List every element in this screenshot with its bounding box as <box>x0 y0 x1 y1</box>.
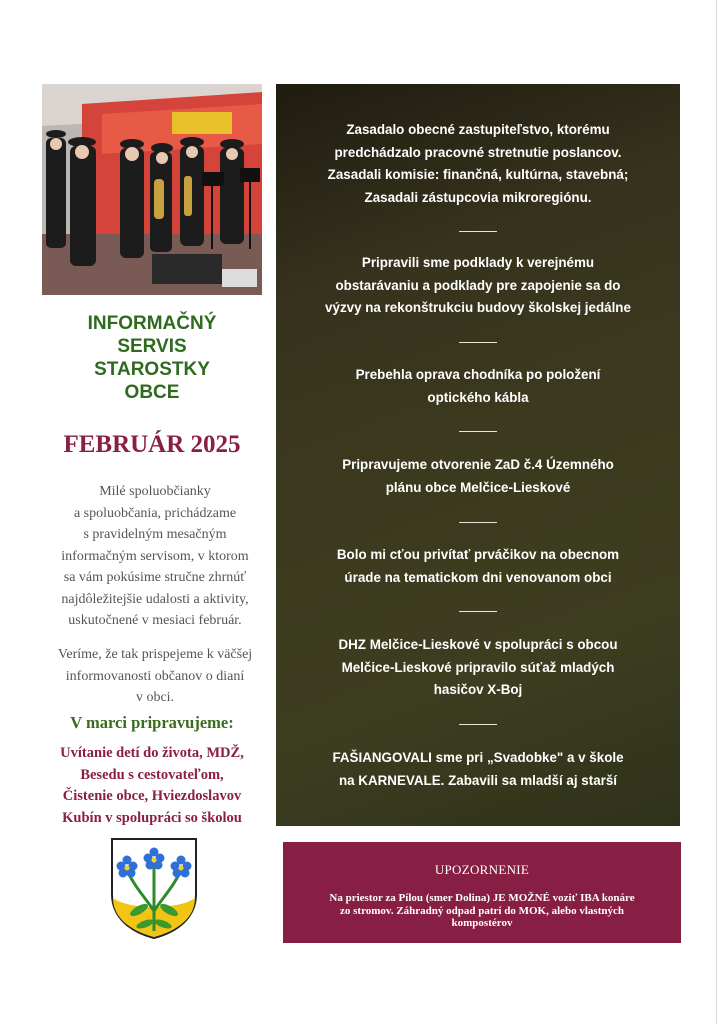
page-title <box>36 312 268 404</box>
news-line: Melčice-Lieskové pripravilo súťaž mladých <box>341 659 615 675</box>
title-line: SERVIS <box>117 336 187 357</box>
month-heading: FEBRUÁR 2025 <box>63 431 241 458</box>
news-line: na KARNEVALE. Zabavili sa mladší aj starší <box>338 772 618 788</box>
title-line: OBCE <box>124 382 180 403</box>
march-line: Uvítanie detí do života, MDŽ, <box>60 745 244 761</box>
news-item <box>290 747 666 792</box>
intro-line: uskutočnené v mesiaci február. <box>68 613 242 628</box>
intro-line: a spoluobčania, prichádzame <box>73 505 237 521</box>
news-divider <box>459 431 497 432</box>
news-line: Zasadalo obecné zastupiteľstvo, ktorému <box>346 122 610 137</box>
news-line: predchádzalo pracovné stretnutie poslancov. <box>334 144 622 160</box>
news-item <box>290 544 666 589</box>
warning-heading: UPOZORNENIE <box>434 862 530 877</box>
warning-body <box>297 892 667 930</box>
news-line: Bolo mi cťou privítať prváčikov na obecnom <box>336 547 620 562</box>
news-item <box>290 634 666 702</box>
warning-box <box>283 842 681 943</box>
news-line: Pripravujeme otvorenie ZaD č.4 Územného <box>342 457 614 472</box>
news-item <box>290 454 666 499</box>
news-line: úrade na tematickom dni venovanom obci <box>344 569 612 585</box>
news-item <box>290 252 666 320</box>
page-edge <box>716 0 717 1024</box>
news-line: DHZ Melčice-Lieskové v spolupráci s obcou <box>338 637 618 652</box>
intro-paragraph <box>44 481 266 632</box>
news-line: obstarávaniu a podklady pre zapojenie sa do <box>335 277 621 293</box>
closing-line: informovanosti občanov o dianí <box>65 668 245 684</box>
warning-line: Na priestor za Pílou (smer Dolina) JE MOŽNÉ voziť IBA konáre <box>329 892 635 904</box>
coat-of-arms-icon <box>109 836 199 945</box>
closing-paragraph <box>44 644 266 709</box>
intro-line: najdôležitejšie udalosti a aktivity, <box>61 591 249 607</box>
intro-line: informačným servisom, v ktorom <box>61 548 249 564</box>
warning-line: kompostérov <box>451 917 513 929</box>
news-item <box>290 364 666 409</box>
news-panel <box>276 84 680 826</box>
title-line: STAROSTKY <box>94 359 210 380</box>
news-line: Pripravili sme podklady k verejnému <box>361 255 595 270</box>
news-line: plánu obce Melčice-Lieskové <box>385 479 571 495</box>
march-line: Kubín v spolupráci so školou <box>62 809 242 826</box>
news-divider <box>459 724 497 725</box>
news-item <box>290 119 666 209</box>
news-line: Zasadali komisie: finančná, kultúrna, stavebná; <box>327 167 629 182</box>
musicians-photo <box>42 84 262 295</box>
news-divider <box>459 611 497 612</box>
news-divider <box>459 522 497 523</box>
warning-line: zo stromov. Záhradný odpad patrí do MOK, alebo vlastných <box>340 904 624 917</box>
intro-line: s pravidelným mesačným <box>83 527 227 542</box>
news-line: výzvy na rekonštrukciu budovy školskej jedálne <box>325 300 631 315</box>
title-line: INFORMAČNÝ <box>87 313 217 334</box>
news-line: hasičov X-Boj <box>433 682 523 697</box>
intro-line: Milé spoluobčianky <box>99 484 211 499</box>
news-line: optického kábla <box>427 389 529 405</box>
closing-line: v obci. <box>135 690 175 705</box>
news-line: FAŠIANGOVALI sme pri „Svadobke" a v škole <box>332 750 624 765</box>
musicians-photo-illustration <box>42 84 262 295</box>
march-heading: V marci pripravujeme: <box>70 713 234 732</box>
news-divider <box>459 231 497 232</box>
intro-line: sa vám pokúsime stručne zhrnúť <box>63 570 247 585</box>
march-line: Besedu s cestovateľom, <box>80 766 224 783</box>
news-line: Zasadali zástupcovia mikroregiónu. <box>364 189 592 205</box>
news-divider <box>459 342 497 343</box>
closing-line: Veríme, že tak prispejeme k väčšej <box>57 647 253 662</box>
news-line: Prebehla oprava chodníka po položení <box>355 367 601 382</box>
march-plans <box>36 743 268 829</box>
march-line: Čistenie obce, Hviezdoslavov <box>62 788 242 804</box>
